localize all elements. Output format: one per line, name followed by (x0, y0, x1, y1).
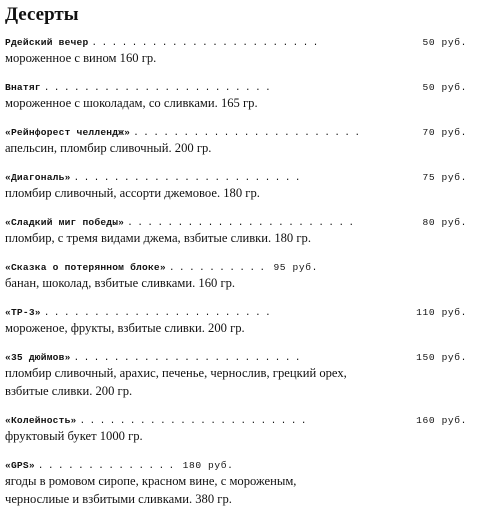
item-price: 180 руб. (182, 460, 234, 471)
menu-item (5, 217, 475, 247)
item-price: 150 руб. (416, 352, 467, 363)
item-name: Внатяг (5, 82, 41, 93)
item-name: Рдейский вечер (5, 37, 89, 48)
item-description: банан, шоколад, взбитые сливками. 160 гр. (5, 276, 236, 290)
dot-leader: ....................... (133, 127, 365, 138)
item-description: пломбир сливочный, ассорти джемовое. 180 гр. (5, 186, 260, 200)
item-name: «ТР-3» (5, 307, 41, 318)
item-price: 75 руб. (422, 172, 467, 183)
item-description: мороженное с шоколадам, со сливками. 165 гр. (5, 96, 258, 110)
dot-leader: ....................... (43, 307, 276, 318)
page-title: Десерты (5, 4, 79, 25)
item-price: 95 руб. (273, 262, 318, 273)
dot-leader: ....................... (73, 172, 305, 183)
dot-leader: ....................... (43, 82, 276, 93)
item-description: фруктовый букет 1000 гр. (5, 429, 143, 443)
dessert-menu-page (5, 4, 475, 523)
menu-item (5, 307, 475, 337)
dot-leader: .......... (168, 262, 270, 273)
item-header (5, 460, 475, 472)
item-price: 50 руб. (422, 37, 467, 48)
menu-item (5, 460, 475, 508)
item-description: чернослиые и взбитыми сливками. 380 гр. (5, 492, 232, 506)
menu-item (5, 415, 475, 445)
item-description: апельсин, пломбир сливочный. 200 гр. (5, 141, 212, 155)
item-price: 70 руб. (422, 127, 467, 138)
item-name: «Диагональ» (5, 172, 71, 183)
item-price: 80 руб. (422, 217, 467, 228)
item-header (5, 415, 475, 427)
item-description: пломбир сливочный, арахис, печенье, чернослив, грецкий орех, (5, 366, 347, 380)
item-description: мороженое, фрукты, взбитые сливки. 200 гр. (5, 321, 245, 335)
menu-item (5, 37, 475, 67)
item-price: 110 руб. (416, 307, 467, 318)
menu-item (5, 352, 475, 400)
dot-leader: ....................... (127, 217, 359, 228)
menu-item (5, 127, 475, 157)
dot-leader: .............. (37, 460, 179, 471)
item-header (5, 352, 475, 364)
item-header (5, 217, 475, 229)
item-name: «35 дюймов» (5, 352, 71, 363)
dot-leader: ....................... (79, 415, 311, 426)
item-header (5, 127, 475, 139)
item-name: «Колейность» (5, 415, 77, 426)
item-header (5, 82, 475, 94)
item-name: «Сказка о потерянном блоке» (5, 262, 166, 273)
item-header (5, 307, 475, 319)
menu-item (5, 82, 475, 112)
item-price: 160 руб. (416, 415, 467, 426)
item-name: «Рейнфорест челлендж» (5, 127, 131, 138)
item-name: «Сладкий миг победы» (5, 217, 125, 228)
menu-item (5, 262, 475, 292)
item-description: пломбир, с тремя видами джема, взбитые сливки. 180 гр. (5, 231, 311, 245)
item-description: взбитые сливки. 200 гр. (5, 384, 133, 398)
item-price: 50 руб. (422, 82, 467, 93)
item-description: мороженное с вином 160 гр. (5, 51, 157, 65)
item-name: «GPS» (5, 460, 35, 471)
item-header (5, 262, 475, 274)
item-header (5, 37, 475, 49)
item-description: ягоды в ромовом сиропе, красном вине, с мороженым, (5, 474, 297, 488)
item-header (5, 172, 475, 184)
dot-leader: ....................... (91, 37, 323, 48)
dot-leader: ....................... (73, 352, 305, 363)
menu-item (5, 172, 475, 202)
